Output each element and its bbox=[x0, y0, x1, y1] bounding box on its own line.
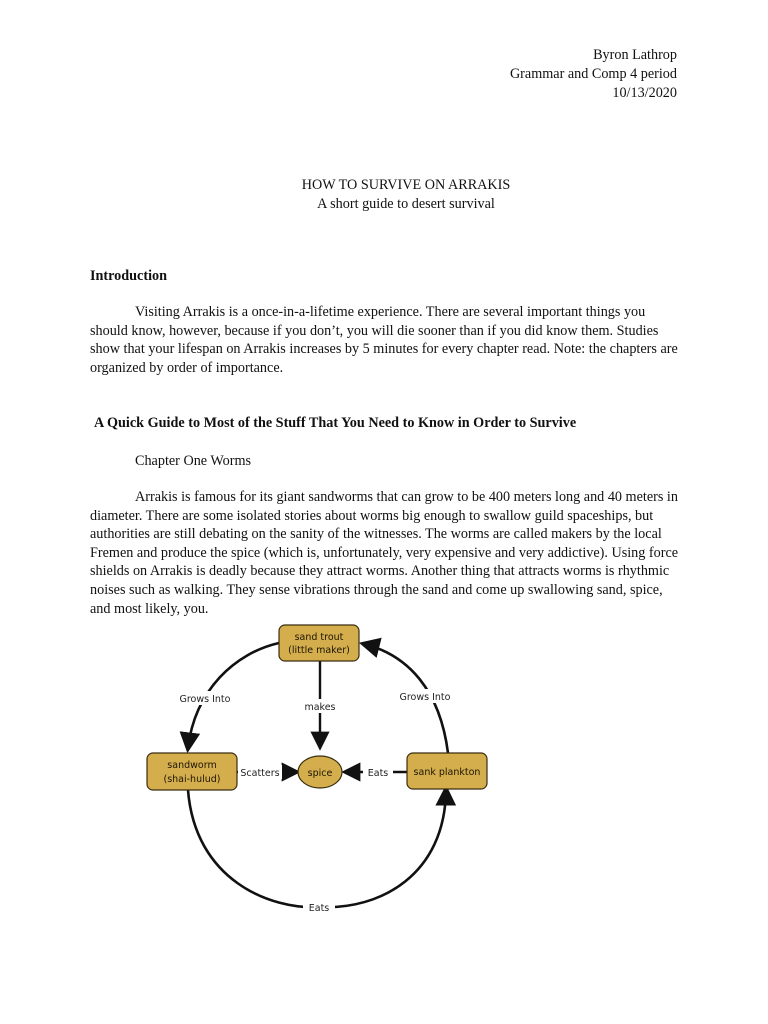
label-grows-into-left: Grows Into bbox=[179, 694, 231, 705]
node-sank-plankton-label: sank plankton bbox=[413, 767, 481, 778]
document-subtitle: A short guide to desert survival bbox=[317, 196, 495, 212]
node-spice-label: spice bbox=[307, 768, 333, 779]
introduction-heading: Introduction bbox=[90, 268, 167, 284]
node-sand-trout-label: sand trout bbox=[294, 632, 344, 643]
document-title: HOW TO SURVIVE ON ARRAKIS bbox=[301, 177, 511, 193]
introduction-paragraph: Visiting Arrakis is a once-in-a-lifetime experience. There are several important things you should know, however, because if you don’t, you will die sooner than if you did know them. Studies show that your lifespan on Arrakis increases by 5 minutes for every chapter read. Note: the chapters are organized by order of importance. bbox=[90, 304, 678, 376]
worms-paragraph: Arrakis is famous for its giant sandworms that can grow to be 400 meters long and 40 meters in diameter. There are some isolated stories about worms big enough to swallow guild spaceships, but authorities are still debating on the sanity of the witnesses. The worms are called makers by the local Fremen and produce the spice (which is, unfortunately, very expensive and very addictive). Using force shields on Arrakis is deadly because they attract worms. Another thing that attracts worms is rhythmic noises such as walking. They sense vibrations through the sand and come up swallowing sand, spice, and most likely, you. bbox=[90, 489, 679, 617]
worm-lifecycle-diagram bbox=[140, 620, 500, 920]
node-sand-trout-sublabel: (little maker) bbox=[288, 645, 350, 656]
title-block bbox=[0, 176, 768, 214]
label-makes: makes bbox=[304, 702, 336, 713]
chapter-title: Chapter One Worms bbox=[135, 453, 252, 469]
document-header bbox=[510, 46, 677, 103]
label-eats-plankton: Eats bbox=[367, 768, 389, 779]
node-sandworm-sublabel: (shai-hulud) bbox=[163, 774, 221, 785]
arc-worm-to-plankton bbox=[188, 790, 446, 907]
document-date: 10/13/2020 bbox=[612, 85, 677, 101]
course-name: Grammar and Comp 4 period bbox=[509, 66, 677, 82]
label-grows-into-right: Grows Into bbox=[399, 692, 451, 703]
node-sandworm-label: sandworm bbox=[167, 760, 217, 771]
author-name: Byron Lathrop bbox=[593, 47, 677, 63]
label-scatters: Scatters bbox=[240, 768, 280, 779]
guide-heading: A Quick Guide to Most of the Stuff That You Need to Know in Order to Survive bbox=[94, 415, 577, 431]
label-eats-bottom: Eats bbox=[308, 903, 330, 914]
